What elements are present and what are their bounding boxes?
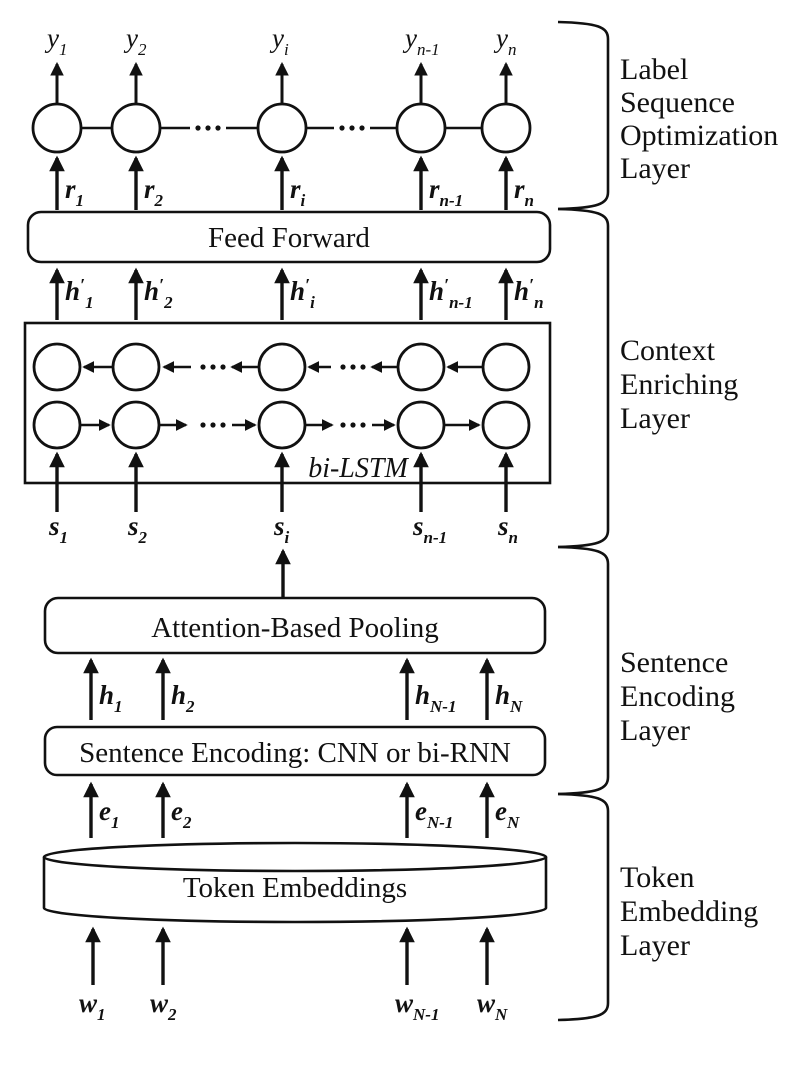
lstm-forward-node (34, 402, 80, 448)
crf-node (258, 104, 306, 152)
r2-label: $r_2$ (144, 174, 164, 210)
hpi-label: $h'_i$ (290, 275, 315, 312)
svg-text:Optimization: Optimization (620, 119, 779, 152)
attention-pooling-label: Attention-Based Pooling (151, 612, 439, 644)
brace-context-enriching (558, 209, 608, 547)
rn1-label: $r_{n-1}$ (429, 174, 464, 210)
output-label-row (44, 23, 516, 59)
sentence-encoding-label: Sentence Encoding: CNN or bi-RNN (79, 737, 511, 769)
s1-label: $s_1$ (49, 511, 69, 547)
w-input-arrows (93, 929, 487, 985)
y2-label: $y_2$ (126, 23, 147, 59)
token-embeddings-label: Token Embeddings (182, 872, 408, 904)
context-enriching-layer (620, 334, 738, 435)
svg-text:Sentence: Sentence (620, 646, 729, 679)
hp1-label: $h'_1$ (65, 275, 94, 312)
sn-label: $s_n$ (498, 511, 518, 547)
r1-label: $r_1$ (65, 174, 85, 210)
hn1-label: $h_{N-1}$ (415, 680, 457, 716)
h2-label: $h_2$ (171, 680, 195, 716)
svg-text:Sequence: Sequence (620, 86, 735, 119)
s-label-row (48, 511, 518, 547)
sentence-encoding-layer (620, 646, 735, 747)
svg-text:Token: Token (620, 861, 695, 894)
svg-text:Label: Label (620, 53, 689, 86)
crf-output-arrows (57, 64, 506, 104)
svg-text:Embedding: Embedding (620, 895, 759, 928)
wn-label: $w_N$ (477, 988, 508, 1024)
crf-node (112, 104, 160, 152)
hp2-label: $h'_2$ (144, 275, 173, 312)
lstm-forward-node (483, 402, 529, 448)
rn-label: $r_n$ (514, 174, 534, 210)
token-embedding-layer (620, 861, 758, 962)
token-embeddings-cylinder (44, 843, 546, 922)
lstm-forward-node (113, 402, 159, 448)
svg-text:Layer: Layer (620, 402, 690, 435)
svg-text:Layer: Layer (620, 714, 690, 747)
w2-label: $w_2$ (150, 988, 177, 1024)
y1-label: $y_1$ (47, 23, 68, 59)
crf-node (397, 104, 445, 152)
e2-label: $e_2$ (171, 796, 192, 832)
en-label: $e_N$ (495, 796, 520, 832)
layer-braces (558, 22, 608, 1020)
sn1-label: $s_{n-1}$ (413, 511, 448, 547)
ri-label: $r_i$ (290, 174, 306, 210)
lstm-backward-node (34, 344, 80, 390)
label-sequence-optimization-layer (620, 53, 778, 185)
w-label-row (79, 988, 508, 1024)
lstm-forward-node (259, 402, 305, 448)
feed-forward-label: Feed Forward (208, 222, 370, 254)
crf-node (33, 104, 81, 152)
crf-node (482, 104, 530, 152)
svg-text:Layer: Layer (620, 929, 690, 962)
yi-label: $y_i$ (272, 23, 289, 59)
layer-label-blocks (620, 53, 778, 962)
lstm-forward-node (398, 402, 444, 448)
brace-sentence-encoding (558, 547, 608, 794)
s2-label: $s_2$ (128, 511, 148, 547)
en1-label: $e_{N-1}$ (415, 796, 454, 832)
bilstm-label: bi-LSTM (308, 453, 408, 484)
svg-text:Encoding: Encoding (620, 680, 735, 713)
lstm-backward-node (483, 344, 529, 390)
hpn1-label: $h'_{n-1}$ (429, 275, 473, 312)
svg-text:Enriching: Enriching (620, 368, 739, 401)
wn1-label: $w_{N-1}$ (395, 988, 440, 1024)
cylinder-top (44, 843, 546, 871)
h1-label: $h_1$ (99, 680, 123, 716)
svg-text:Layer: Layer (620, 152, 690, 185)
hpn-label: $h'_n$ (514, 275, 544, 312)
lstm-backward-node (113, 344, 159, 390)
w1-label: $w_1$ (79, 988, 106, 1024)
lstm-backward-node (259, 344, 305, 390)
brace-token-embedding (558, 794, 608, 1020)
si-label: $s_i$ (274, 511, 290, 547)
yn1-label: $y_{n-1}$ (405, 23, 440, 59)
lstm-backward-node (398, 344, 444, 390)
yn-label: $y_n$ (496, 23, 517, 59)
e1-label: $e_1$ (99, 796, 120, 832)
hn-label: $h_N$ (495, 680, 523, 716)
svg-text:Context: Context (620, 334, 715, 367)
brace-label-sequence (558, 22, 608, 209)
